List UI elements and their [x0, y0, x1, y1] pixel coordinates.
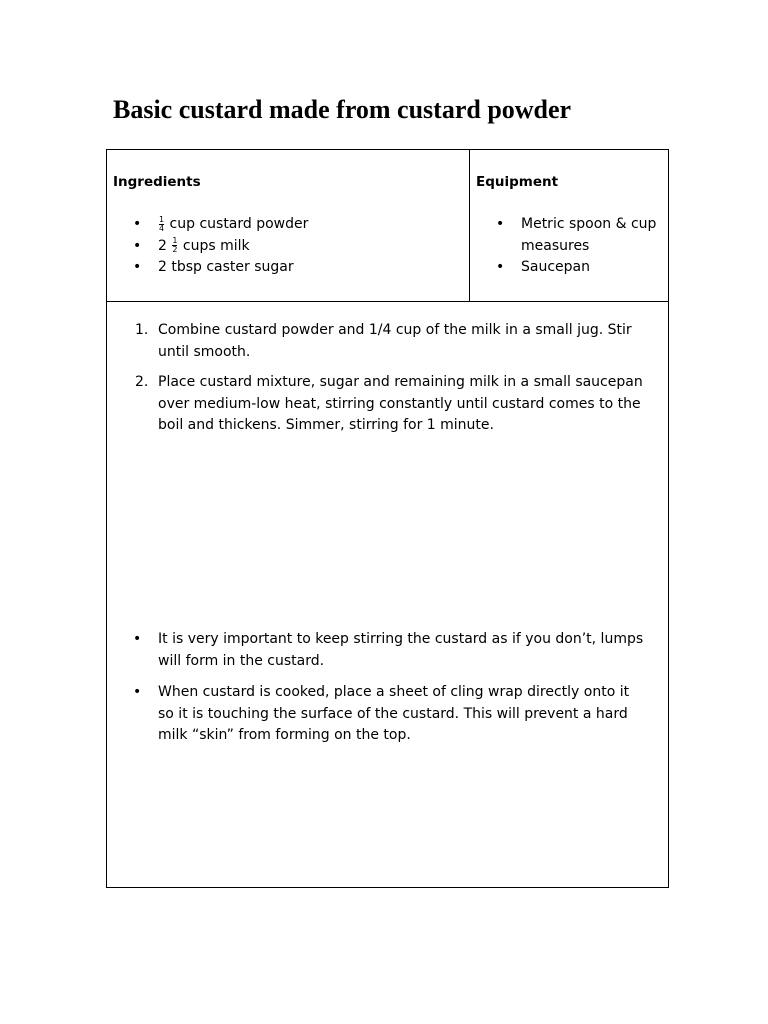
recipe-top-row: [107, 150, 668, 302]
page-title: Basic custard made from custard powder: [113, 95, 572, 124]
equipment-cell: [470, 150, 668, 301]
step-text: Place custard mixture, sugar and remaining milk in a small saucepan over medium-low heat, stirring constantly until custard comes to the boil and thickens. Simmer, stirring for 1 minute.: [158, 374, 643, 433]
tip-item: • It is very important to keep stirring the custard as if you don’t, lumps will form in the custard.: [107, 629, 647, 672]
step-text: Combine custard powder and 1/4 cup of the milk in a small jug. Stir until smooth.: [158, 322, 632, 360]
tips-list: [107, 629, 647, 757]
equipment-item: • Metric spoon & cup measures: [470, 214, 661, 257]
method-step: [107, 320, 647, 363]
ingredient-item: [107, 214, 308, 236]
recipe-table: [106, 149, 669, 888]
ingredient-text: cup custard powder: [165, 216, 309, 232]
ingredient-text: 2 tbsp caster sugar: [158, 259, 294, 275]
ingredients-heading: Ingredients: [113, 174, 201, 190]
fraction-denominator: 2: [172, 245, 178, 254]
fraction-numerator: 1: [172, 236, 178, 245]
ingredient-item: [107, 236, 308, 258]
step-number: 2.: [135, 374, 149, 390]
tip-item: • When custard is cooked, place a sheet of cling wrap directly onto it so it is touching the surface of the custard. This will prevent a hard milk “skin” from forming on the top.: [107, 682, 647, 747]
fraction: [172, 237, 177, 254]
fraction-denominator: 4: [159, 223, 165, 233]
fraction: [159, 216, 164, 233]
fraction-numerator: • 1: [159, 214, 165, 224]
ingredient-item: [107, 257, 308, 279]
equipment-list: [470, 214, 661, 279]
equipment-item: • Saucepan: [470, 257, 661, 279]
equipment-heading: Equipment: [476, 174, 559, 190]
ingredients-cell: [107, 150, 470, 301]
ingredients-list: [107, 214, 308, 279]
ingredient-text: cups milk: [178, 237, 250, 254]
method-steps: [107, 320, 647, 446]
step-number: 1.: [135, 322, 149, 338]
ingredient-whole: 2: [158, 237, 172, 254]
method-step: [107, 372, 647, 437]
